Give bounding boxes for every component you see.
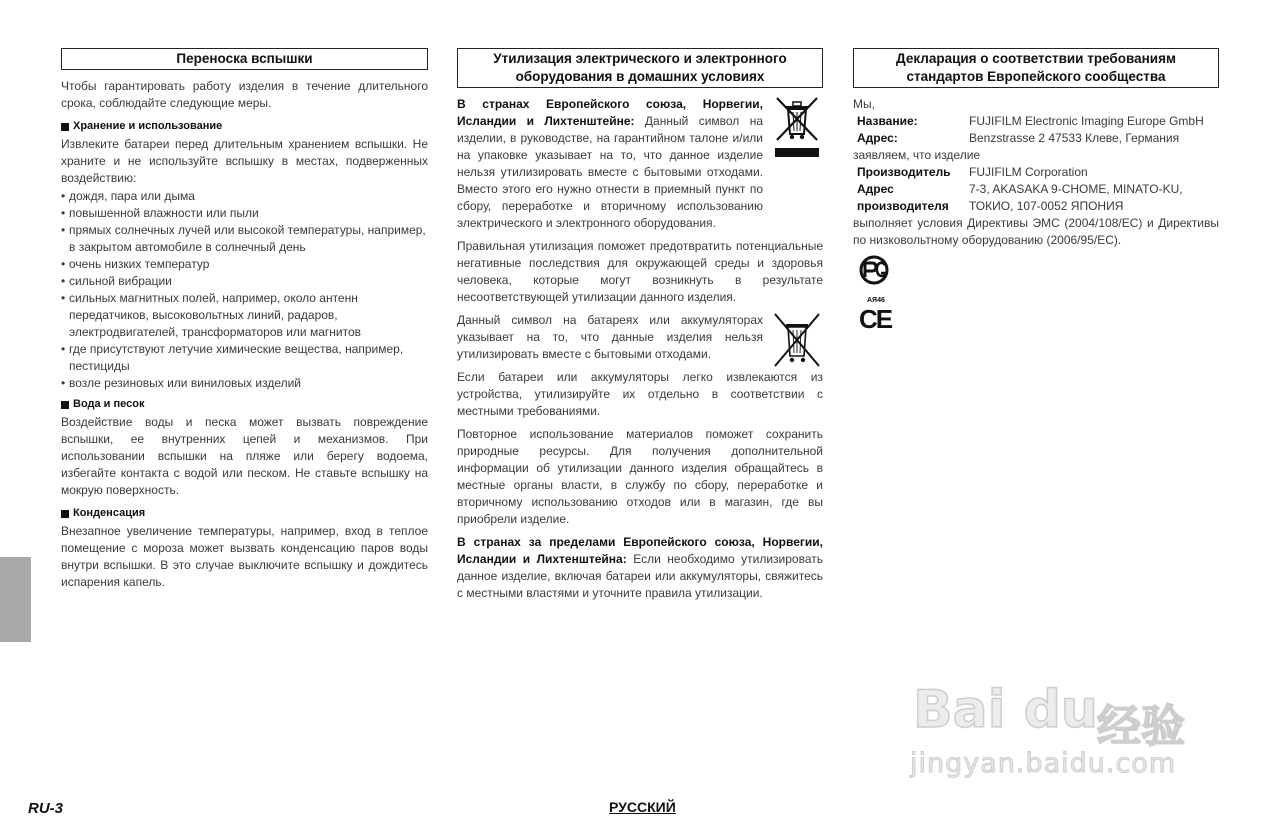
- section-tab: [0, 557, 31, 642]
- pct-code: АЯ46: [867, 297, 885, 304]
- battery-weee-symbol: [771, 312, 823, 368]
- column-declaration: [853, 48, 1219, 334]
- storage-subheading: Хранение и использование: [61, 118, 428, 135]
- carrying-intro: Чтобы гарантировать работу изделия в течение длительного срока, соблюдайте следующие меры.: [61, 79, 428, 110]
- column-disposal: [457, 48, 823, 608]
- square-bullet-icon: [61, 123, 69, 131]
- storage-list: [61, 188, 428, 392]
- condensation-subheading: Конденсация: [61, 505, 428, 522]
- language-label: РУССКИЙ: [609, 799, 676, 815]
- ce-mark: CE: [859, 304, 892, 334]
- declaration-heading: Декларация о соответствии требованиям стандартов Европейского сообщества: [853, 48, 1219, 88]
- certification-logos: [853, 255, 1219, 334]
- declaration-maker-row: Производитель FUJIFILM Corporation: [857, 165, 1088, 179]
- column-carrying: [61, 48, 428, 597]
- square-bullet-icon: [61, 510, 69, 518]
- weee-bar: [775, 148, 819, 157]
- disposal-heading: Утилизация электрического и электронного оборудования в домашних условиях: [457, 48, 823, 88]
- condensation-text: Внезапное увеличение температуры, например, вход в теплое помещение с мороза может вызвать конденсацию паров воды внутри вспышки. В это случае выключите вспышку и дождитесь испарения капель.: [61, 524, 428, 589]
- proper-disposal-text: Правильная утилизация поможет предотвратить потенциальные негативные последствия для окружающей среды и здоровья человека, которые могут возникнуть в результате несоответствующей утилизации данного изделия.: [457, 239, 823, 304]
- crossed-bin-icon: [773, 96, 821, 142]
- recycle-text: Повторное использование материалов поможет сохранить природные ресурсы. Для получения дополнительной информации об утилизации данного изделия обращайтесь в местные органы власти, в службу по сбору, переработке и вторичному использованию отходов или в магазин, где вы приобрели изделие.: [457, 427, 823, 526]
- list-item: • прямых солнечных лучей или высокой температуры, например, в закрытом автомобиле в солнечный день: [61, 222, 428, 256]
- non-eu-text: В странах за пределами Европейского союза, Норвегии, Исландии и Лихтенштейна: Если необходимо утилизировать данное изделие, включая батареи или аккумуляторы, свяжитесь с местными властями и уточните правила утилизации.: [457, 535, 823, 600]
- battery-symbol-text: Данный символ на батареях или аккумуляторах указывает на то, что данные изделия нельзя утилизировать вместе с бытовыми отходами.: [457, 313, 763, 361]
- declaration-name-row: Название: FUJIFILM Electronic Imaging Europe GmbH: [857, 114, 1204, 128]
- list-item: • сильной вибрации: [61, 273, 428, 290]
- battery-block: [457, 312, 823, 369]
- watermark-logo: Bai du: [913, 680, 1098, 740]
- battery-remove-text: Если батареи или аккумуляторы легко извлекаются из устройства, утилизируйте их отдельно в соответствии с местными требованиями.: [457, 370, 823, 418]
- list-item: • где присутствуют летучие химические вещества, например, пестициды: [61, 341, 428, 375]
- carrying-heading: Переноска вспышки: [61, 48, 428, 70]
- pct-mark-icon: [855, 255, 893, 285]
- page-number: RU-3: [28, 800, 64, 817]
- crossed-battery-bin-icon: [772, 312, 822, 368]
- square-bullet-icon: [61, 401, 69, 409]
- water-text: Воздействие воды и песка может вызвать повреждение вспышки, ее внутренних цепей и механизмов. При использовании вспышки на пляже или берегу водоема, избегайте контакта с водой или песком. Не ставьте вспышку на мокрую поверхность.: [61, 415, 428, 497]
- eu-disposal-block: [457, 96, 823, 238]
- list-item: • возле резиновых или виниловых изделий: [61, 375, 428, 392]
- storage-text: Извлеките батареи перед длительным хранением вспышки. Не храните и не используйте вспышку в местах, подверженных воздействию:: [61, 137, 428, 185]
- eu-disposal-text: В странах Европейского союза, Норвегии, Исландии и Лихтенштейне: Данный символ на изделии, в руководстве, на гарантийном талоне и/или на упаковке указывает на то, что данное изделие нельзя утилизировать вместе с бытовыми отходами. Вместо этого его нужно отнести в приемный пункт по сбору, переработке и вторичному использованию электрического и электронного оборудования.: [457, 97, 763, 230]
- list-item: • очень низких температур: [61, 256, 428, 273]
- weee-symbol: [771, 96, 823, 157]
- list-item: • дождя, пара или дыма: [61, 188, 428, 205]
- declaration-address-row: Адрес: Benzstrasse 2 47533 Клеве, Германия: [857, 131, 1180, 145]
- watermark-url: jingyan.baidu.com: [910, 748, 1177, 779]
- watermark-cn: 经验: [1097, 701, 1185, 752]
- list-item: • сильных магнитных полей, например, около антенн передатчиков, высоковольтных линий, радаров, электродвигателей, трансформаторов или магнитов: [61, 290, 428, 341]
- list-item: • повышенной влажности или пыли: [61, 205, 428, 222]
- declaration-declare: заявляем, что изделие: [853, 148, 981, 162]
- water-subheading: Вода и песок: [61, 396, 428, 413]
- declaration-complies: выполняет условия Директивы ЭМС (2004/108/EC) и Директивы по низковольтному оборудованию (2006/95/EC).: [853, 216, 1219, 247]
- declaration-maker-address-row: Адрес производителя 7-3, AKASAKA 9-CHOME, MINATO-KU, ТОКИО, 107-0052 ЯПОНИЯ: [857, 182, 1183, 213]
- declaration-we: Мы,: [853, 97, 875, 111]
